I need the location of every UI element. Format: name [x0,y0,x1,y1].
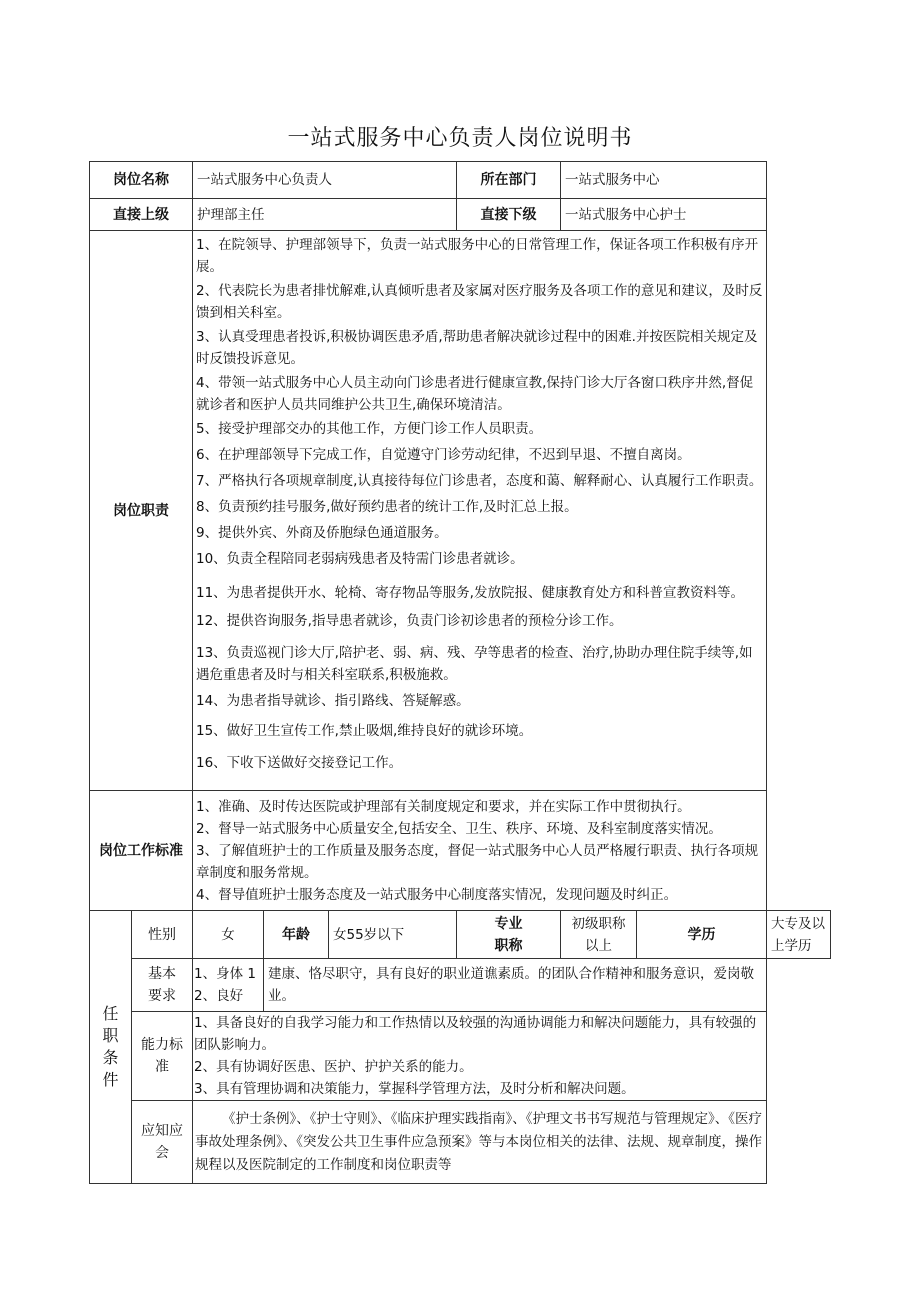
education-value: 大专及以上学历 [767,911,831,959]
direct-subordinate-label: 直接下级 [457,199,561,231]
gender-label: 性别 [132,911,193,959]
standard-item: 1、准确、及时传达医院或护理部有关制度规定和要求，并在实际工作中贯彻执行。 [196,798,691,815]
standards-label: 岗位工作标准 [90,791,193,911]
requirements-label: 任 职 条 件 [90,911,132,1184]
duty-item: 12、提供咨询服务,指导患者就诊，负责门诊初诊患者的预检分诊工作。 [196,613,623,629]
position-name-value: 一站式服务中心负责人 [193,162,457,199]
duty-item: 7、严格执行各项规章制度,认真接待每位门诊患者，态度和蔼、解释耐心、认真履行工作职责。 [196,473,763,489]
direct-superior-label: 直接上级 [90,199,193,231]
duty-item: 10、负责全程陪同老弱病残患者及特需门诊患者就诊。 [196,551,524,567]
knowledge-text: 《护士条例》、《护士守则》、《临床护理实践指南》、《护理文书书写规范与管理规定》、《医疗事故处理条例》、《突发公共卫生事件应急预案》等与本岗位相关的法律、法规、规章制度，操作规程以及医院制定的工作制度和岗位职责等 [193,1101,767,1184]
basic-label: 基本 要求 [132,959,193,1012]
page-title: 一站式服务中心负责人岗位说明书 [287,126,633,151]
row-qualifications [90,911,831,959]
age-label: 年龄 [264,911,329,959]
ability-list [193,1012,767,1101]
duties-label: 岗位职责 [90,231,193,791]
basic-right: 建康、恪尽职守，具有良好的职业道谯素质。的团队合作精神和服务意识，爱岗敬 业。 [264,959,767,1012]
duty-item: 2、代表院长为患者排忧解难,认真倾听患者及家属对医疗服务及各项工作的意见和建议，及时反馈到相关科室。 [196,283,763,321]
standard-item: 2、督导一站式服务中心质量安全,包括安全、卫生、秩序、环境、及科室制度落实情况。 [196,820,722,837]
duty-item: 5、接受护理部交办的其他工作，方便门诊工作人员职责。 [196,421,543,437]
professional-title-label: 专业 职称 [457,911,561,959]
duty-item: 1、在院领导、护理部领导下，负责一站式服务中心的日常管理工作，保证各项工作积极有序开展。 [196,237,759,275]
duty-item: 3、认真受理患者投诉,积极协调医患矛盾,帮助患者解决就诊过程中的困难.并按医院相关规定及时反馈投诉意见。 [196,329,758,367]
row-position-name [90,162,831,199]
age-value: 女55岁以下 [329,911,457,959]
duties-list [193,231,767,791]
row-ability [90,1012,831,1101]
duty-item: 11、为患者提供开水、轮椅、寄存物品等服务,发放院报、健康教育处方和科普宣教资料等。 [196,585,744,601]
direct-superior-value: 护理部主任 [193,199,457,231]
duty-item: 9、提供外宾、外商及侨胞绿色通道服务。 [196,525,448,541]
duty-item: 13、负责巡视门诊大厅,陪护老、弱、病、残、孕等患者的检查、治疗,协助办理住院手续等,如遇危重患者及时与相关科室联系,积极施救。 [196,645,753,683]
standard-item: 4、督导值班护士服务态度及一站式服务中心制度落实情况，发现问题及时纠正。 [196,886,678,903]
ability-label: 能力标 准 [132,1012,193,1101]
duty-item: 8、负责预约挂号服务,做好预约患者的统计工作,及时汇总上报。 [196,499,578,515]
standard-item: 3、了解值班护士的工作质量及服务态度，督促一站式服务中心人员严格履行职责、执行各项规章制度和服务常规。 [196,842,759,881]
duty-item: 6、在护理部领导下完成工作，自觉遵守门诊劳动纪律，不迟到早退、不擅自离岗。 [196,447,691,463]
row-duties [90,231,831,791]
direct-subordinate-value: 一站式服务中心护士 [561,199,767,231]
job-description-table [89,161,831,1184]
department-value: 一站式服务中心 [561,162,767,199]
row-reporting [90,199,831,231]
education-label: 学历 [637,911,767,959]
ability-item: 3、具有管理协调和决策能力，掌握科学管理方法，及时分析和解决问题。 [194,1081,635,1097]
gender-value: 女 [193,911,264,959]
position-name-label: 岗位名称 [90,162,193,199]
duty-item: 16、下收下送做好交接登记工作。 [196,755,403,771]
duty-item: 4、带领一站式服务中心人员主动向门诊患者进行健康宣教,保持门诊大厅各窗口秩序井然,督促就诊者和医护人员共同维护公共卫生,确保环境清洁。 [196,375,754,413]
duty-item: 15、做好卫生宣传工作,禁止吸烟,维持良好的就诊环境。 [196,723,533,739]
standards-list [193,791,767,911]
row-knowledge [90,1101,831,1184]
professional-title-value: 初级职称以上 [561,911,637,959]
row-basic [90,959,831,1012]
row-standards [90,791,831,911]
ability-item: 2、具有协调好医患、医护、护护关系的能力。 [194,1059,473,1075]
ability-item: 1、具备良好的自我学习能力和工作热情以及较强的沟通协调能力和解决问题能力，具有较强的团队影响力。 [194,1015,757,1053]
knowledge-label: 应知应 会 [132,1101,193,1184]
duty-item: 14、为患者指导就诊、指引路线、答疑解惑。 [196,693,470,709]
basic-left: 1、身体 1 2、良好 [193,959,264,1012]
department-label: 所在部门 [457,162,561,199]
